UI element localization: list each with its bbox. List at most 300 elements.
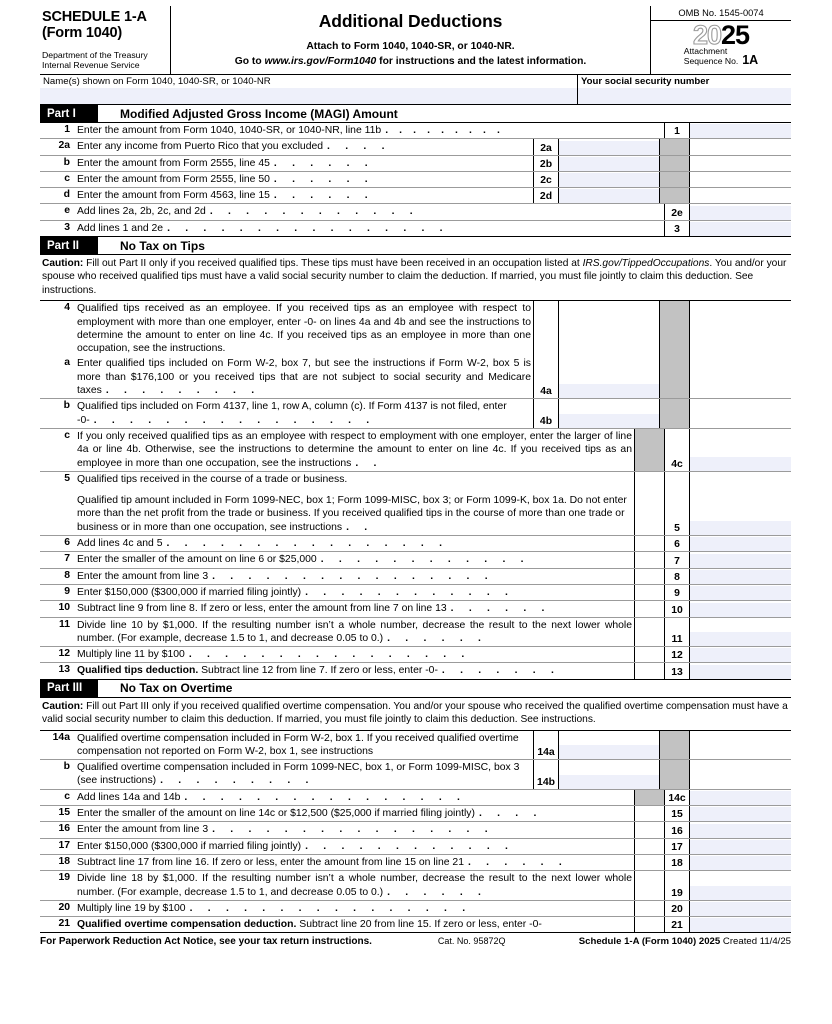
amount-input[interactable] bbox=[690, 856, 791, 870]
leader-dots: . . . . . . . . . . . . bbox=[320, 554, 530, 566]
line-inner-label: 2b bbox=[533, 156, 558, 171]
table-row bbox=[40, 188, 791, 204]
line-outer-label: 17 bbox=[664, 839, 689, 854]
leader-dots: . . . . . . bbox=[273, 173, 374, 185]
goto-suffix: for instructions and the latest information. bbox=[376, 56, 587, 67]
amount-input[interactable] bbox=[559, 189, 659, 203]
part-2-caution bbox=[40, 255, 791, 301]
line-number: 13 bbox=[58, 664, 70, 676]
leader-dots: . . . . . . . . . bbox=[385, 125, 504, 136]
table-row bbox=[40, 356, 791, 399]
department-line1: Department of the Treasury bbox=[42, 50, 148, 60]
line-text-content: Enter the amount from Form 4563, line 15 bbox=[77, 190, 270, 202]
line-text-content-b bbox=[77, 494, 632, 534]
shaded-blocker bbox=[659, 156, 689, 171]
caution-text-b: . You and/or your spouse who received qualified tips must have a valid social security number to claim the deduction. If married, you must file jointly to claim this deduction. See instructions. bbox=[42, 258, 787, 296]
line-outer-field[interactable] bbox=[689, 569, 791, 584]
amount-input[interactable] bbox=[690, 665, 791, 679]
line-outer-field-blank bbox=[689, 156, 791, 171]
line-number: 8 bbox=[64, 569, 70, 581]
table-row bbox=[40, 760, 791, 790]
line-inner-label: 2d bbox=[533, 188, 558, 203]
amount-input[interactable] bbox=[559, 745, 659, 759]
footer-schedule-bold: Schedule 1-A (Form 1040) 2025 bbox=[578, 936, 721, 948]
line-text bbox=[77, 123, 664, 138]
leader-dots: . . . . . . . . . bbox=[160, 775, 315, 787]
line-number: b bbox=[63, 156, 70, 168]
table-row bbox=[40, 839, 791, 855]
line-text-content: Divide line 10 by $1,000. If the resulting number isn’t a whole number, decrease the result to the next lower whole number. (For example, decrease 1.5 to 1, and decrease 0.05 to 0.) bbox=[77, 619, 632, 644]
leader-dots: . . . . . . . . . . . . . . . . bbox=[212, 570, 494, 582]
part-3-tag: Part III bbox=[40, 680, 98, 697]
line-text-content: Add lines 4c and 5 bbox=[77, 538, 163, 550]
leader-dots: . . . . . . bbox=[387, 886, 488, 898]
amount-input[interactable] bbox=[559, 157, 659, 171]
shaded-blocker-empty bbox=[634, 585, 664, 600]
leader-dots: . . bbox=[346, 521, 374, 533]
shaded-blocker bbox=[659, 760, 689, 789]
line-outer-field[interactable] bbox=[689, 647, 791, 662]
line-text bbox=[77, 172, 533, 187]
line-text bbox=[77, 871, 634, 900]
line-text bbox=[77, 399, 533, 428]
shaded-blocker-empty bbox=[634, 601, 664, 616]
line-inner-field[interactable] bbox=[558, 356, 659, 398]
empty-cell bbox=[690, 157, 791, 171]
identity-row bbox=[40, 75, 791, 105]
table-row bbox=[40, 855, 791, 871]
line-outer-label: 9 bbox=[664, 585, 689, 600]
table-row bbox=[40, 663, 791, 678]
amount-input[interactable] bbox=[690, 648, 791, 662]
line-text-content: Subtract line 12 from line 7. If zero or less, enter -0- bbox=[198, 665, 438, 677]
empty-cell bbox=[690, 141, 791, 155]
schedule-title-line1: SCHEDULE 1-A bbox=[42, 9, 147, 25]
line-text-content: Qualified tips received as an employee. If you received tips as an employee with respect to employment with more than one employer, enter -0- on lines 4a and 4b and see the instructions to determine the amount to enter on line 4c. If you received tips as an employee in more than one occupation, see the instructions. bbox=[77, 303, 531, 355]
line-outer-label: 6 bbox=[664, 536, 689, 551]
shaded-blocker bbox=[659, 172, 689, 187]
form-page bbox=[40, 6, 791, 947]
department-block bbox=[42, 50, 164, 70]
shaded-blocker-empty bbox=[634, 663, 664, 678]
line-text bbox=[77, 204, 664, 219]
line-text-content: Subtract line 20 from line 15. If zero or less, enter -0- bbox=[296, 919, 542, 931]
line-outer-label: 13 bbox=[664, 663, 689, 678]
line-text-content: Enter $150,000 ($300,000 if married filing jointly) bbox=[77, 840, 302, 852]
line-outer-field[interactable] bbox=[689, 204, 791, 219]
amount-input[interactable] bbox=[690, 918, 791, 932]
line-text bbox=[77, 917, 634, 932]
form-header bbox=[40, 6, 791, 75]
line-text-content: Multiply line 11 by $100 bbox=[77, 649, 185, 661]
amount-input[interactable] bbox=[690, 632, 791, 646]
form-main-title: Additional Deductions bbox=[318, 11, 503, 31]
line-outer-label: 8 bbox=[664, 569, 689, 584]
amount-input[interactable] bbox=[690, 222, 791, 236]
line-outer-field[interactable] bbox=[689, 585, 791, 600]
amount-input[interactable] bbox=[559, 775, 659, 789]
attach-to-note: Attach to Form 1040, 1040-SR, or 1040-NR. bbox=[306, 41, 515, 52]
line-outer-field[interactable] bbox=[689, 552, 791, 567]
leader-dots: . . . . . . . bbox=[441, 665, 561, 677]
line-text-content: Qualified overtime compensation included in Form W-2, box 1. If you received qualified overtime compensation not reported on Form W-2, box 1, see instructions bbox=[77, 732, 519, 757]
line-outer-label: 21 bbox=[664, 917, 689, 932]
table-row bbox=[40, 618, 791, 648]
line-inner-field[interactable] bbox=[558, 399, 659, 428]
empty-cell bbox=[690, 173, 791, 187]
line-inner-field-blank bbox=[558, 301, 659, 356]
line-text-content: If you only received qualified tips as an employee with respect to employment with one employer, enter the larger of line 4a or line 4b. Otherwise, see the instructions to determine the amount to enter on line 4c. If you received tips as an employee in more than one occupation, see the instructions bbox=[77, 430, 632, 469]
shaded-blocker-empty bbox=[634, 871, 664, 900]
line-outer-field-blank bbox=[689, 399, 791, 428]
leader-dots: . . . . . . . . . . . . . . . . bbox=[188, 649, 471, 661]
leader-dots: . . bbox=[355, 457, 383, 469]
leader-dots: . . . . . . . . . . . . . . . . bbox=[184, 791, 467, 803]
line-text-content: Enter the amount from Form 2555, line 50 bbox=[77, 173, 270, 185]
line-number: 1 bbox=[64, 124, 70, 135]
line-number: 3 bbox=[64, 221, 70, 233]
part-1-lines bbox=[40, 123, 791, 237]
shaded-blocker-empty bbox=[634, 917, 664, 932]
line-text-content: Qualified overtime compensation included in Form 1099-NEC, box 1, or Form 1099-MISC, box 3 (see instructions) bbox=[77, 762, 520, 787]
line-number: d bbox=[63, 189, 70, 201]
amount-input[interactable] bbox=[559, 173, 659, 187]
attachment-label-line2: Sequence No. bbox=[683, 55, 739, 66]
line-text-content-a: Qualified tips received in the course of a trade or business. bbox=[77, 473, 348, 485]
line-text-content: Enter the amount from line 3 bbox=[77, 570, 209, 582]
shaded-blocker-empty bbox=[634, 839, 664, 854]
line-text bbox=[77, 585, 634, 600]
amount-input[interactable] bbox=[690, 824, 791, 838]
table-row bbox=[40, 536, 791, 552]
amount-input[interactable] bbox=[690, 124, 791, 138]
line-number: 7 bbox=[64, 553, 70, 565]
line-number: 20 bbox=[58, 901, 70, 913]
part-3-caution bbox=[40, 698, 791, 731]
line-text bbox=[77, 822, 634, 837]
line-text bbox=[77, 760, 533, 789]
table-row bbox=[40, 790, 791, 806]
shaded-blocker bbox=[659, 356, 689, 398]
line-inner-label-blank bbox=[533, 301, 558, 356]
line-text-content: Subtract line 9 from line 8. If zero or less, enter the amount from line 7 on line 13 bbox=[77, 603, 447, 615]
line-number: 21 bbox=[58, 918, 70, 930]
line-inner-field[interactable] bbox=[558, 188, 659, 203]
line-outer-label: 3 bbox=[664, 221, 689, 236]
line-inner-label: 4b bbox=[533, 399, 558, 428]
line-text bbox=[77, 552, 634, 567]
line-number: 17 bbox=[58, 839, 70, 851]
line-number: 14a bbox=[52, 731, 70, 743]
schedule-title-line2: (Form 1040) bbox=[42, 24, 122, 41]
paperwork-notice: For Paperwork Reduction Act Notice, see your tax return instructions. bbox=[40, 936, 372, 948]
shaded-blocker bbox=[659, 301, 689, 356]
line-text bbox=[77, 472, 634, 535]
table-row bbox=[40, 156, 791, 172]
amount-input[interactable] bbox=[690, 902, 791, 916]
line-number: c bbox=[64, 172, 70, 184]
line-text bbox=[77, 139, 533, 154]
line-number: e bbox=[64, 205, 70, 217]
caution-label: Caution: bbox=[42, 700, 84, 712]
line-number: 18 bbox=[58, 855, 70, 867]
amount-input[interactable] bbox=[690, 791, 791, 805]
leader-dots: . . . . . . . . . bbox=[105, 385, 261, 397]
line-outer-field[interactable] bbox=[689, 663, 791, 678]
line-outer-field[interactable] bbox=[689, 901, 791, 916]
amount-input[interactable] bbox=[690, 521, 791, 535]
line-number: c bbox=[64, 790, 70, 802]
part-1-title: Modified Adjusted Gross Income (MAGI) Amount bbox=[120, 106, 398, 121]
attachment-label-line1: Attachment bbox=[683, 46, 728, 56]
table-row bbox=[40, 172, 791, 188]
line-text-inner: Qualified tip amount included in Form 1099-NEC, box 1; Form 1099-MISC, box 3; or Form 1099-K, box 1a. Do not enter more than the net profit from the trade or business. If you received qualified tips in the course of more than one trade or business or in more than one occupation, see instructions bbox=[77, 495, 627, 533]
shaded-blocker bbox=[659, 399, 689, 428]
amount-input[interactable] bbox=[690, 807, 791, 821]
line-outer-field[interactable] bbox=[689, 618, 791, 647]
header-right-block bbox=[651, 6, 791, 74]
amount-input[interactable] bbox=[690, 570, 791, 584]
line-inner-field[interactable] bbox=[558, 172, 659, 187]
line-inner-label: 2c bbox=[533, 172, 558, 187]
leader-dots: . . . . . . . . . . . . . . . . bbox=[212, 824, 494, 836]
amount-input[interactable] bbox=[690, 603, 791, 617]
shaded-blocker-empty bbox=[634, 901, 664, 916]
line-outer-field[interactable] bbox=[689, 822, 791, 837]
shaded-blocker bbox=[659, 731, 689, 760]
line-text-emphasis: Qualified overtime compensation deduction. bbox=[77, 919, 297, 931]
line-text-content: Enter qualified tips included on Form W-2, box 7, but see the instructions if Form W-2, box 5 is more than $176,100 or you received tips that are not subject to social security and Medicare taxes bbox=[77, 358, 531, 397]
table-row bbox=[40, 871, 791, 901]
leader-dots: . . . . . . . . . . . . bbox=[305, 840, 515, 852]
line-outer-field[interactable] bbox=[689, 429, 791, 471]
caution-link-text[interactable]: IRS.gov/TippedOccupations bbox=[582, 258, 710, 270]
line-text-content: Enter $150,000 ($300,000 if married filing jointly) bbox=[77, 586, 302, 598]
ssn-field-cell bbox=[578, 75, 791, 104]
line-text bbox=[77, 855, 634, 870]
line-number: b bbox=[63, 761, 70, 773]
shaded-blocker bbox=[634, 790, 664, 805]
leader-dots: . . . . . . . . . . . . . . . . bbox=[166, 538, 449, 550]
footer-created-date: Created 11/4/25 bbox=[720, 936, 791, 948]
line-inner-label: 2a bbox=[533, 139, 558, 154]
leader-dots: . . . . bbox=[478, 808, 543, 820]
table-row bbox=[40, 123, 791, 139]
line-text-emphasis: Qualified tips deduction. bbox=[77, 665, 199, 677]
line-number: 19 bbox=[58, 872, 70, 884]
table-row bbox=[40, 472, 791, 536]
line-outer-label: 7 bbox=[664, 552, 689, 567]
part-3-title: No Tax on Overtime bbox=[120, 681, 233, 696]
caution-text-a: Fill out Part II only if you received qualified tips. These tips must have been received in an occupation listed at bbox=[83, 258, 583, 270]
line-outer-label: 12 bbox=[664, 647, 689, 662]
leader-dots: . . . . . . bbox=[273, 157, 374, 169]
line-text bbox=[77, 618, 634, 647]
caution-label: Caution: bbox=[42, 258, 84, 270]
line-inner-field[interactable] bbox=[558, 760, 659, 789]
line-outer-field-blank bbox=[689, 731, 791, 760]
shaded-blocker-empty bbox=[634, 855, 664, 870]
line-outer-field[interactable] bbox=[689, 601, 791, 616]
line-number: a bbox=[64, 357, 70, 369]
leader-dots: . . . . . . bbox=[467, 856, 568, 868]
part-2-lines bbox=[40, 301, 791, 679]
goto-url[interactable]: www.irs.gov/Form1040 bbox=[264, 56, 377, 67]
shaded-blocker-empty bbox=[634, 822, 664, 837]
line-text-content: Add lines 1 and 2e bbox=[77, 222, 164, 234]
line-inner-label: 4a bbox=[533, 356, 558, 398]
goto-url-note bbox=[171, 56, 650, 67]
line-text bbox=[77, 663, 634, 678]
line-text bbox=[77, 901, 634, 916]
line-inner-label: 14b bbox=[533, 760, 558, 789]
ssn-input[interactable] bbox=[578, 88, 791, 104]
line-number: 11 bbox=[59, 618, 70, 630]
line-outer-field-blank bbox=[689, 760, 791, 789]
line-text-content: Enter the smaller of the amount on line 14c or $12,500 ($25,000 if married filing jointly) bbox=[77, 808, 475, 820]
tax-year bbox=[651, 22, 791, 49]
attachment-sequence bbox=[651, 47, 791, 66]
line-outer-field[interactable] bbox=[689, 221, 791, 236]
amount-input[interactable] bbox=[559, 414, 659, 428]
amount-input[interactable] bbox=[690, 586, 791, 600]
line-text-content: Enter the amount from line 3 bbox=[77, 824, 209, 836]
leader-dots: . . . . . . . . . . . . . . . . bbox=[167, 222, 449, 234]
line-text-content: Multiply line 19 by $100 bbox=[77, 902, 186, 914]
leader-dots: . . . . . . bbox=[387, 632, 488, 644]
goto-prefix: Go to bbox=[234, 56, 265, 67]
line-outer-field[interactable] bbox=[689, 871, 791, 900]
line-text bbox=[77, 647, 634, 662]
line-inner-field[interactable] bbox=[558, 139, 659, 154]
line-text bbox=[77, 601, 634, 616]
leader-dots: . . . . . . . . . . . . . . . . bbox=[189, 902, 472, 914]
line-outer-label: 2e bbox=[664, 204, 689, 219]
part-1-banner bbox=[40, 105, 791, 123]
line-outer-label: 16 bbox=[664, 822, 689, 837]
line-number: b bbox=[63, 400, 70, 412]
line-outer-label: 14c bbox=[664, 790, 689, 805]
line-text-content: Enter the smaller of the amount on line 6 or $25,000 bbox=[77, 554, 317, 566]
amount-input[interactable] bbox=[690, 554, 791, 568]
line-outer-label: 20 bbox=[664, 901, 689, 916]
name-input[interactable] bbox=[40, 88, 577, 104]
line-outer-field[interactable] bbox=[689, 123, 791, 138]
table-row bbox=[40, 569, 791, 585]
table-row bbox=[40, 822, 791, 838]
line-inner-label: 14a bbox=[533, 731, 558, 760]
shaded-blocker-empty bbox=[634, 618, 664, 647]
line-text bbox=[77, 221, 664, 236]
amount-input[interactable] bbox=[690, 457, 791, 471]
line-inner-field[interactable] bbox=[558, 731, 659, 760]
amount-input[interactable] bbox=[690, 206, 791, 220]
attachment-sequence-number: 1A bbox=[742, 53, 759, 68]
part-3-banner bbox=[40, 680, 791, 698]
form-footer bbox=[40, 933, 791, 947]
caution-text: Fill out Part III only if you received qualified overtime compensation. You and/or your spouse who received the qualified overtime compensation must have a valid social security number to claim this deduction. If married, you must file jointly to claim this deduction. See instructions. bbox=[42, 700, 788, 726]
line-text bbox=[77, 429, 634, 471]
line-outer-field[interactable] bbox=[689, 790, 791, 805]
shaded-blocker-empty bbox=[634, 472, 664, 535]
line-outer-field[interactable] bbox=[689, 917, 791, 932]
line-text bbox=[77, 731, 533, 760]
amount-input[interactable] bbox=[559, 384, 659, 398]
part-3-lines bbox=[40, 731, 791, 934]
line-text-content: Add lines 14a and 14b bbox=[77, 791, 181, 803]
amount-input[interactable] bbox=[690, 886, 791, 900]
catalog-number: Cat. No. 95872Q bbox=[437, 936, 506, 947]
shaded-blocker-empty bbox=[634, 647, 664, 662]
tax-year-suffix: 25 bbox=[721, 20, 750, 50]
table-row bbox=[40, 301, 791, 356]
table-row bbox=[40, 647, 791, 663]
table-row bbox=[40, 139, 791, 155]
line-outer-field[interactable] bbox=[689, 536, 791, 551]
name-field-label: Name(s) shown on Form 1040, 1040-SR, or 1040-NR bbox=[43, 76, 271, 87]
leader-dots: . . . . . . bbox=[273, 190, 374, 202]
line-outer-label: 19 bbox=[664, 871, 689, 900]
line-number: 6 bbox=[64, 537, 70, 549]
line-text bbox=[77, 356, 533, 398]
line-number: 9 bbox=[64, 585, 70, 597]
part-2-tag: Part II bbox=[40, 237, 98, 254]
line-inner-field[interactable] bbox=[558, 156, 659, 171]
leader-dots: . . . . . . . . . . . . bbox=[305, 586, 515, 598]
amount-input[interactable] bbox=[559, 141, 659, 155]
leader-dots: . . . . bbox=[327, 141, 391, 153]
amount-input[interactable] bbox=[690, 537, 791, 551]
table-row bbox=[40, 901, 791, 917]
table-row bbox=[40, 601, 791, 617]
line-text-content: Subtract line 17 from line 16. If zero or less, enter the amount from line 15 on line 21 bbox=[77, 856, 464, 868]
table-row bbox=[40, 552, 791, 568]
shaded-blocker bbox=[659, 139, 689, 154]
table-row bbox=[40, 399, 791, 429]
line-text bbox=[77, 536, 634, 551]
line-number: 4 bbox=[64, 302, 70, 314]
line-text-content: Enter the amount from Form 2555, line 45 bbox=[77, 157, 270, 169]
line-number: 15 bbox=[58, 807, 70, 819]
line-outer-field[interactable] bbox=[689, 839, 791, 854]
line-number: 2a bbox=[58, 140, 70, 152]
line-text bbox=[77, 188, 533, 203]
amount-input[interactable] bbox=[690, 840, 791, 854]
line-outer-field[interactable] bbox=[689, 806, 791, 821]
table-row bbox=[40, 731, 791, 761]
table-row bbox=[40, 204, 791, 220]
shaded-blocker-empty bbox=[634, 552, 664, 567]
table-row bbox=[40, 806, 791, 822]
shaded-blocker bbox=[634, 429, 664, 471]
part-1-tag: Part I bbox=[40, 105, 98, 122]
table-row bbox=[40, 917, 791, 932]
table-row bbox=[40, 585, 791, 601]
shaded-blocker-empty bbox=[634, 806, 664, 821]
name-field-cell bbox=[40, 75, 578, 104]
line-outer-field[interactable] bbox=[689, 472, 791, 535]
line-outer-field-blank bbox=[689, 301, 791, 356]
footer-schedule-id bbox=[579, 936, 791, 947]
line-outer-label: 1 bbox=[664, 123, 689, 138]
line-outer-field-blank bbox=[689, 356, 791, 398]
line-text-content: Enter the amount from Form 1040, 1040-SR, or 1040-NR, line 11b bbox=[77, 125, 382, 136]
header-title-block bbox=[171, 6, 651, 74]
part-2-banner bbox=[40, 237, 791, 255]
line-outer-field[interactable] bbox=[689, 855, 791, 870]
line-text-content: Enter any income from Puerto Rico that you excluded bbox=[77, 141, 324, 153]
tax-year-prefix: 20 bbox=[692, 20, 721, 50]
